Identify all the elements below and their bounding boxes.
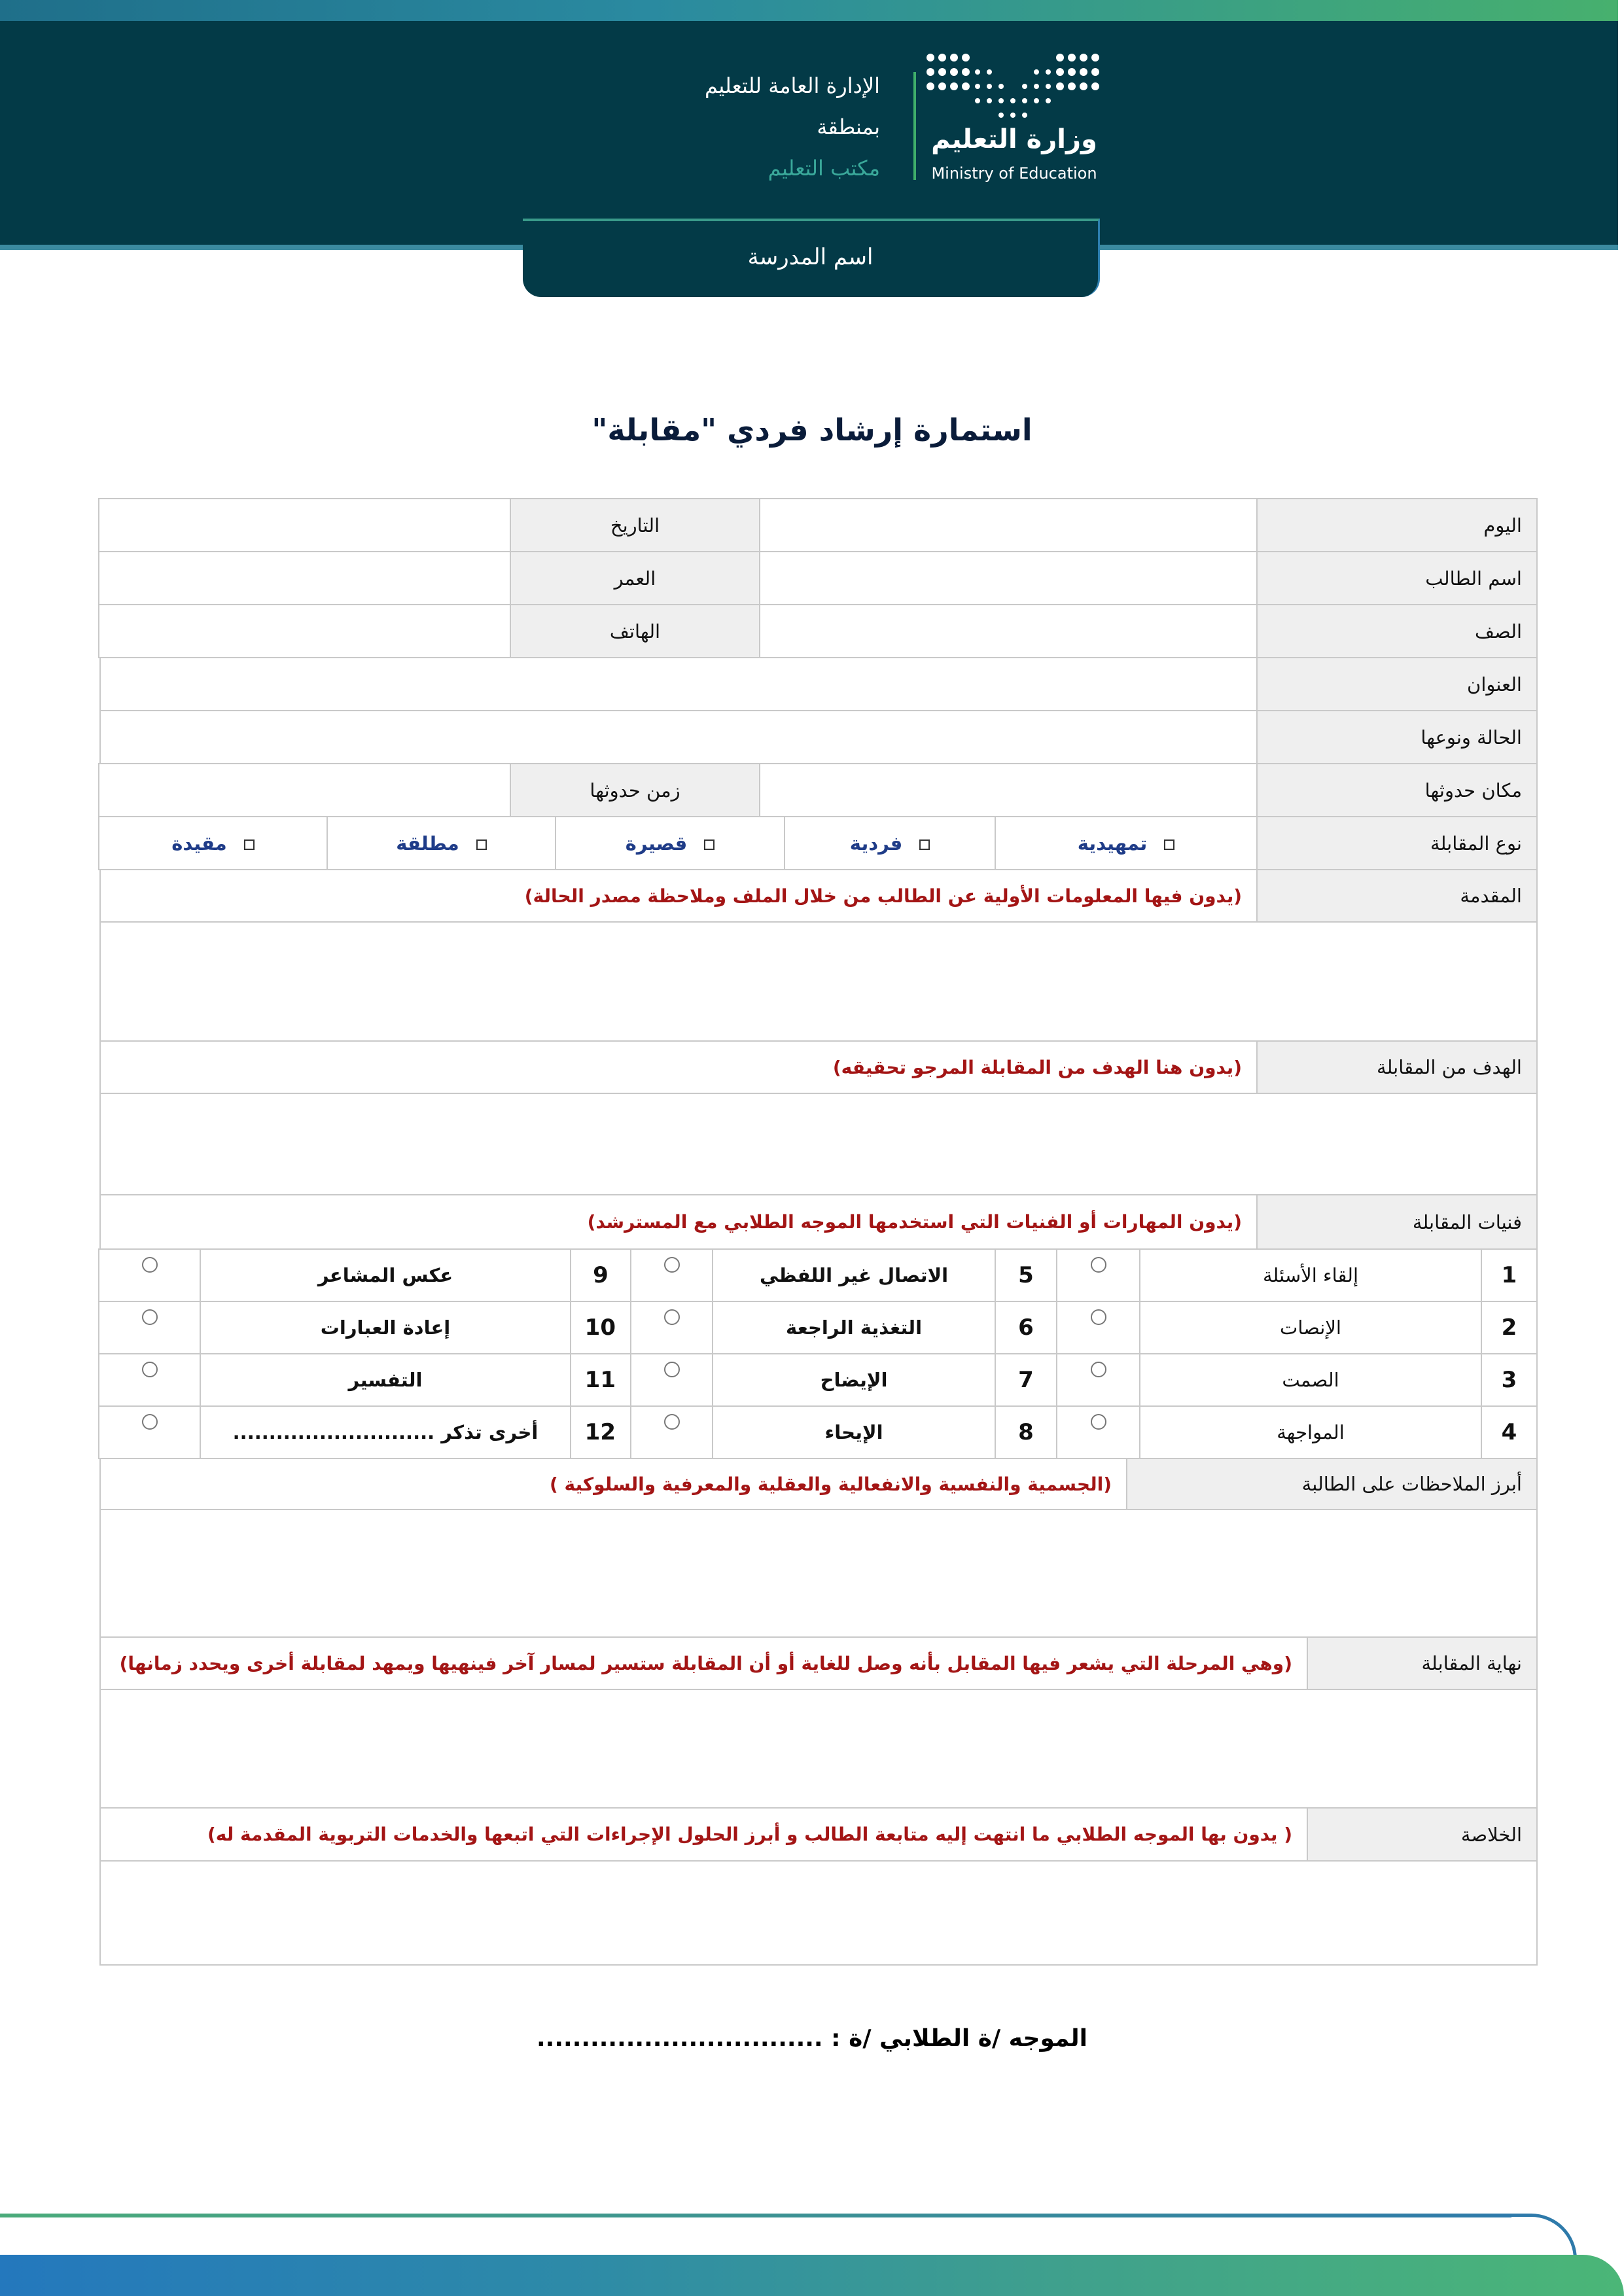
observations-hint: (الجسمية والنفسية والانفعالية والعقلية والمعرفية والسلوكية ): [100, 1458, 1127, 1510]
technique-radio[interactable]: [631, 1249, 713, 1301]
logo-dot: [1068, 68, 1076, 76]
footer-curve: [1498, 2214, 1577, 2259]
technique-number: 8: [995, 1406, 1057, 1458]
technique-radio[interactable]: [1057, 1249, 1140, 1301]
radio-circle-icon[interactable]: [142, 1414, 158, 1430]
technique-name: إلقاء الأسئلة: [1140, 1249, 1481, 1301]
technique-number: 2: [1481, 1301, 1537, 1354]
office-text: مكتب التعليم: [768, 156, 880, 181]
case-type-label: الحالة ونوعها: [1257, 711, 1537, 764]
technique-radio[interactable]: [99, 1406, 200, 1458]
intro-input[interactable]: [100, 922, 1537, 1041]
radio-circle-icon[interactable]: [142, 1362, 158, 1377]
logo-dot: [1046, 84, 1051, 89]
technique-row: [99, 1406, 1537, 1458]
interview-type-label: نوع المقابلة: [1257, 817, 1537, 870]
logo-dot: [975, 69, 980, 75]
logo-dot: [950, 54, 958, 62]
grade-input[interactable]: [760, 605, 1257, 658]
checkbox-icon[interactable]: [1164, 839, 1174, 850]
technique-number: 11: [571, 1354, 631, 1406]
logo-dot: [1056, 68, 1064, 76]
checkbox-icon[interactable]: [476, 839, 487, 850]
student-name-input[interactable]: [760, 552, 1257, 605]
logo-dot: [987, 84, 992, 89]
checkbox-icon[interactable]: [919, 839, 930, 850]
logo-dot: [962, 68, 970, 76]
logo-dot: [1046, 98, 1051, 103]
intro-hint: (يدون فيها المعلومات الأولية عن الطالب من خلال الملف وملاحظة مصدر الحالة): [100, 870, 1257, 922]
technique-radio[interactable]: [99, 1249, 200, 1301]
date-label: التاريخ: [510, 499, 760, 552]
option-individual[interactable]: فردية: [785, 817, 995, 870]
summary-label: الخلاصة: [1307, 1808, 1537, 1861]
case-type-input[interactable]: [100, 711, 1257, 764]
technique-name: المواجهة: [1140, 1406, 1481, 1458]
logo-dot: [1068, 54, 1076, 62]
technique-radio[interactable]: [631, 1406, 713, 1458]
checkbox-icon[interactable]: [704, 839, 715, 850]
top-gradient-bar: [0, 0, 1618, 22]
logo-dot: [987, 69, 992, 75]
technique-number: 9: [571, 1249, 631, 1301]
radio-circle-icon[interactable]: [1091, 1309, 1106, 1325]
page-title: استمارة إرشاد فردي "مقابلة": [591, 412, 1033, 448]
option-preliminary[interactable]: تمهيدية: [995, 817, 1257, 870]
logo-dot: [987, 98, 992, 103]
logo-dot: [938, 68, 946, 76]
technique-radio[interactable]: [99, 1354, 200, 1406]
radio-circle-icon[interactable]: [1091, 1414, 1106, 1430]
interview-type-table: [98, 816, 1538, 870]
logo-dot: [1068, 82, 1076, 90]
radio-circle-icon[interactable]: [1091, 1362, 1106, 1377]
logo-dot: [1010, 113, 1015, 118]
radio-circle-icon[interactable]: [664, 1362, 680, 1377]
logo-dot: [1091, 68, 1099, 76]
date-input[interactable]: [99, 499, 510, 552]
summary-hint: ( يدون بها الموجه الطلابي ما انتهت إليه متابعة الطالب و أبرز الحلول الإجراءات التي اتبعها والخدمات التربوية المقدمة له): [100, 1808, 1307, 1861]
logo-dot: [938, 82, 946, 90]
form-row: [100, 711, 1537, 764]
student-name-label: اسم الطالب: [1257, 552, 1537, 605]
phone-input[interactable]: [99, 605, 510, 658]
logo-arabic-text: وزارة التعليم: [931, 124, 1097, 154]
logo-dot: [1022, 113, 1027, 118]
technique-radio[interactable]: [1057, 1354, 1140, 1406]
logo-dot: [975, 84, 980, 89]
technique-name: إعادة العبارات: [200, 1301, 571, 1354]
logo-dot: [1034, 84, 1039, 89]
logo-dot: [927, 82, 934, 90]
technique-radio[interactable]: [1057, 1406, 1140, 1458]
address-input[interactable]: [100, 658, 1257, 711]
age-label: العمر: [510, 552, 760, 605]
technique-name: التغذية الراجعة: [713, 1301, 995, 1354]
radio-circle-icon[interactable]: [1091, 1257, 1106, 1273]
ending-label: نهاية المقابلة: [1307, 1637, 1537, 1689]
technique-name: التفسير: [200, 1354, 571, 1406]
ending-hint: (وهي المرحلة التي يشعر فيها المقابل بأنه وصل للغاية أو أن المقابلة ستسير لمسار آخر فينهيها ويمهد لمقابلة أخرى ويحدد زمانها): [100, 1637, 1307, 1689]
technique-name: الإنصات: [1140, 1301, 1481, 1354]
radio-circle-icon[interactable]: [142, 1309, 158, 1325]
goal-label: الهدف من المقابلة: [1257, 1041, 1537, 1093]
logo-dot: [975, 98, 980, 103]
summary-input[interactable]: [100, 1861, 1537, 1965]
logo-dot: [1010, 98, 1015, 103]
radio-circle-icon[interactable]: [664, 1414, 680, 1430]
form-row: [100, 658, 1537, 711]
day-input[interactable]: [760, 499, 1257, 552]
time-label: زمن حدوثها: [510, 764, 760, 817]
place-input[interactable]: [760, 764, 1257, 817]
logo-dot: [1022, 84, 1027, 89]
logo-dot: [950, 68, 958, 76]
directorate-text: الإدارة العامة للتعليم: [705, 73, 880, 98]
basic-info-table: [98, 498, 1538, 658]
option-short[interactable]: قصيرة: [556, 817, 785, 870]
techniques-label: فنيات المقابلة: [1257, 1195, 1537, 1249]
radio-circle-icon[interactable]: [664, 1309, 680, 1325]
intro-label: المقدمة: [1257, 870, 1537, 922]
form-row: [99, 499, 1537, 552]
day-label: اليوم: [1257, 499, 1537, 552]
phone-label: الهاتف: [510, 605, 760, 658]
address-label: العنوان: [1257, 658, 1537, 711]
technique-name: الإيحاء: [713, 1406, 995, 1458]
logo-dot: [938, 54, 946, 62]
logo-dot: [962, 82, 970, 90]
technique-name: الاتصال غير اللفظي: [713, 1249, 995, 1301]
logo-dot: [950, 82, 958, 90]
logo-dot: [1046, 69, 1051, 75]
technique-name: عكس المشاعر: [200, 1249, 571, 1301]
goal-input[interactable]: [100, 1093, 1537, 1195]
observations-label: أبرز الملاحظات على الطالبة: [1127, 1458, 1537, 1510]
technique-number: 6: [995, 1301, 1057, 1354]
observations-input[interactable]: [100, 1510, 1537, 1637]
technique-radio[interactable]: [99, 1301, 200, 1354]
technique-row: [99, 1354, 1537, 1406]
radio-circle-icon[interactable]: [664, 1257, 680, 1273]
logo-dot: [1080, 68, 1087, 76]
grade-label: الصف: [1257, 605, 1537, 658]
technique-radio[interactable]: [1057, 1301, 1140, 1354]
technique-name: أخرى تذكر ............................: [200, 1406, 571, 1458]
checkbox-icon[interactable]: [244, 839, 255, 850]
logo-dot: [998, 84, 1004, 89]
interview-form: [99, 499, 1538, 1966]
option-open[interactable]: مطلقة: [327, 817, 556, 870]
header-banner: [0, 21, 1618, 250]
form-row: [99, 552, 1537, 605]
ending-input[interactable]: [100, 1689, 1537, 1808]
logo-english-text: Ministry of Education: [931, 164, 1097, 183]
school-name-tab: اسم المدرسة: [523, 219, 1100, 297]
region-text: بمنطقة: [817, 115, 880, 139]
logo-dot: [927, 54, 934, 62]
footer-bar: [0, 2255, 1624, 2296]
technique-number: 5: [995, 1249, 1057, 1301]
technique-number: 7: [995, 1354, 1057, 1406]
logo-dot: [1034, 98, 1039, 103]
technique-number: 3: [1481, 1354, 1537, 1406]
counselor-signature: الموجه /ة الطلابي /ة : ................................: [536, 2025, 1088, 2052]
logo-dot: [1022, 98, 1027, 103]
technique-number: 10: [571, 1301, 631, 1354]
logo-dot: [1056, 82, 1064, 90]
technique-number: 1: [1481, 1249, 1537, 1301]
logo-dot: [927, 68, 934, 76]
technique-radio[interactable]: [631, 1301, 713, 1354]
techniques-table: [98, 1248, 1538, 1459]
technique-name: الإيضاح: [713, 1354, 995, 1406]
form-row: [99, 764, 1537, 817]
ministry-logo-icon: [925, 52, 1102, 124]
option-restricted[interactable]: مقيدة: [99, 817, 327, 870]
radio-circle-icon[interactable]: [142, 1257, 158, 1273]
goal-hint: (يدون هنا الهدف من المقابلة المرجو تحقيقه): [100, 1041, 1257, 1093]
technique-name: الصمت: [1140, 1354, 1481, 1406]
logo-dot: [1091, 54, 1099, 62]
form-row: [99, 605, 1537, 658]
age-input[interactable]: [99, 552, 510, 605]
logo-dot: [1080, 54, 1087, 62]
logo-dot: [1080, 82, 1087, 90]
form-row: [99, 817, 1537, 870]
technique-number: 4: [1481, 1406, 1537, 1458]
technique-radio[interactable]: [631, 1354, 713, 1406]
logo-dot: [1091, 82, 1099, 90]
logo-dot: [1034, 69, 1039, 75]
time-input[interactable]: [99, 764, 510, 817]
technique-row: [99, 1301, 1537, 1354]
technique-number: 12: [571, 1406, 631, 1458]
footer-line: [0, 2214, 1511, 2217]
logo-dot: [1056, 54, 1064, 62]
logo-dot: [962, 54, 970, 62]
technique-row: [99, 1249, 1537, 1301]
techniques-hint: (يدون المهارات أو الفنيات التي استخدمها الموجه الطلابي مع المسترشد): [100, 1195, 1257, 1249]
place-label: مكان حدوثها: [1257, 764, 1537, 817]
logo-dot: [998, 98, 1004, 103]
logo-dot: [998, 113, 1004, 118]
